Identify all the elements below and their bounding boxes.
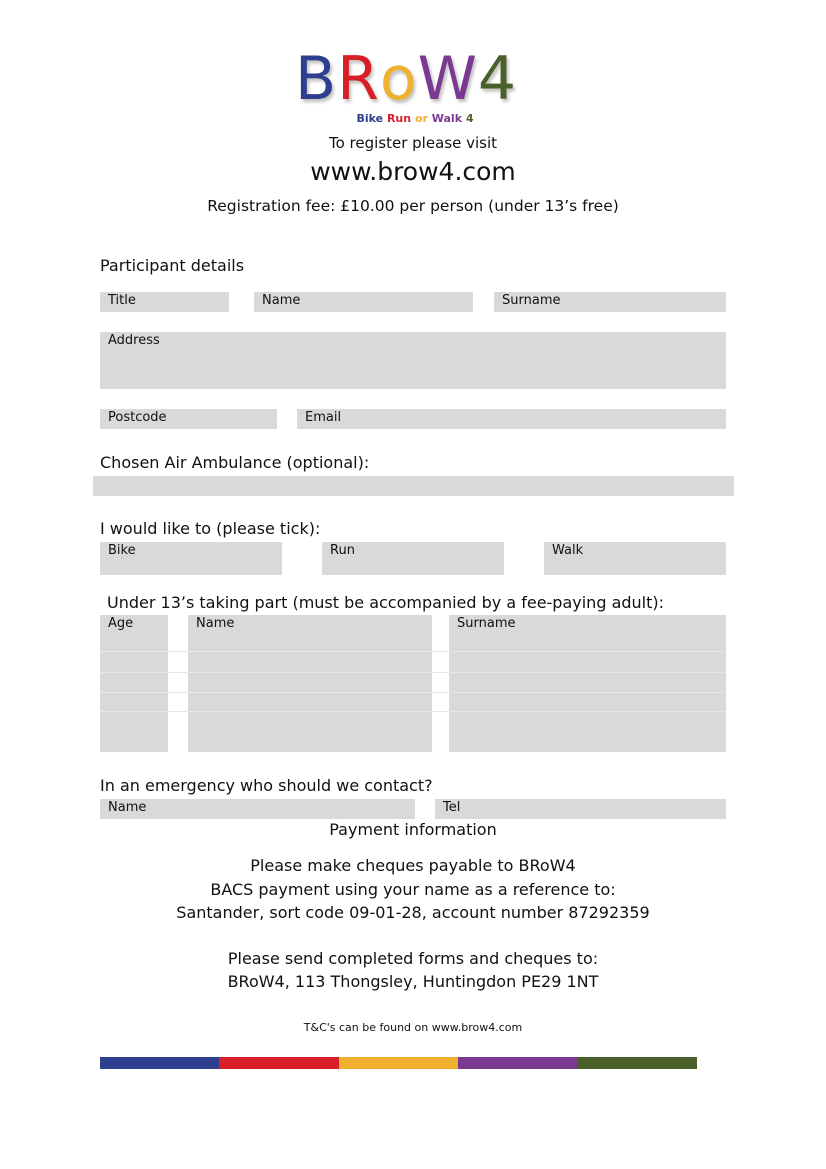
tagline-run: Run xyxy=(386,112,412,125)
logo-tagline xyxy=(340,112,490,125)
logo-letter-o: o xyxy=(379,44,418,114)
under13-age-column[interactable]: Age xyxy=(100,615,168,752)
email-field[interactable]: Email xyxy=(297,409,726,429)
logo-letter-r: R xyxy=(337,44,380,114)
tagline-bike: Bike xyxy=(356,112,384,125)
under13-row-divider xyxy=(100,711,726,712)
under13-row-divider xyxy=(100,651,726,652)
participant-heading: Participant details xyxy=(100,256,245,275)
logo-letter-b: B xyxy=(295,44,338,114)
emergency-heading: In an emergency who should we contact? xyxy=(100,776,433,795)
activity-heading: I would like to (please tick): xyxy=(100,519,321,538)
color-bar-red xyxy=(219,1057,338,1069)
bank-details: Santander, sort code 09-01-28, account number 87292359 xyxy=(176,903,650,922)
under13-row-divider xyxy=(100,692,726,693)
terms-note: T&C's can be found on www.brow4.com xyxy=(303,1021,523,1034)
color-bar-blue xyxy=(100,1057,219,1069)
title-field[interactable]: Title xyxy=(100,292,229,312)
logo-letter-w: W xyxy=(417,44,478,114)
color-bar-purple xyxy=(458,1057,577,1069)
under13-surname-column[interactable]: Surname xyxy=(449,615,726,752)
register-line: To register please visit xyxy=(328,134,497,152)
brow4-logo xyxy=(295,44,531,114)
registration-fee: Registration fee: £10.00 per person (under 13’s free) xyxy=(207,197,619,215)
air-ambulance-field[interactable] xyxy=(93,476,734,496)
payment-heading: Payment information xyxy=(329,820,497,839)
run-checkbox[interactable]: Run xyxy=(322,542,504,575)
brand-color-bar xyxy=(100,1057,697,1069)
tagline-4: 4 xyxy=(465,112,474,125)
surname-field[interactable]: Surname xyxy=(494,292,726,312)
logo-letter-4: 4 xyxy=(477,44,518,114)
name-field[interactable]: Name xyxy=(254,292,473,312)
color-bar-green xyxy=(578,1057,697,1069)
air-ambulance-heading: Chosen Air Ambulance (optional): xyxy=(100,453,370,472)
cheque-instructions: Please make cheques payable to BRoW4 xyxy=(250,856,576,875)
website-link[interactable]: www.brow4.com xyxy=(310,157,516,186)
postcode-field[interactable]: Postcode xyxy=(100,409,277,429)
send-instructions: Please send completed forms and cheques to: xyxy=(227,949,599,968)
address-field[interactable]: Address xyxy=(100,332,726,389)
tagline-or: or xyxy=(414,112,428,125)
tagline-walk: Walk xyxy=(431,112,463,125)
under13-row-divider xyxy=(100,672,726,673)
emergency-tel-field[interactable]: Tel xyxy=(435,799,726,819)
bacs-instructions: BACS payment using your name as a reference to: xyxy=(210,880,616,899)
color-bar-orange xyxy=(339,1057,458,1069)
bike-checkbox[interactable]: Bike xyxy=(100,542,282,575)
under13-heading: Under 13’s taking part (must be accompanied by a fee-paying adult): xyxy=(107,593,665,612)
emergency-name-field[interactable]: Name xyxy=(100,799,415,819)
walk-checkbox[interactable]: Walk xyxy=(544,542,726,575)
postal-address: BRoW4, 113 Thongsley, Huntingdon PE29 1NT xyxy=(227,972,599,991)
under13-name-column[interactable]: Name xyxy=(188,615,432,752)
